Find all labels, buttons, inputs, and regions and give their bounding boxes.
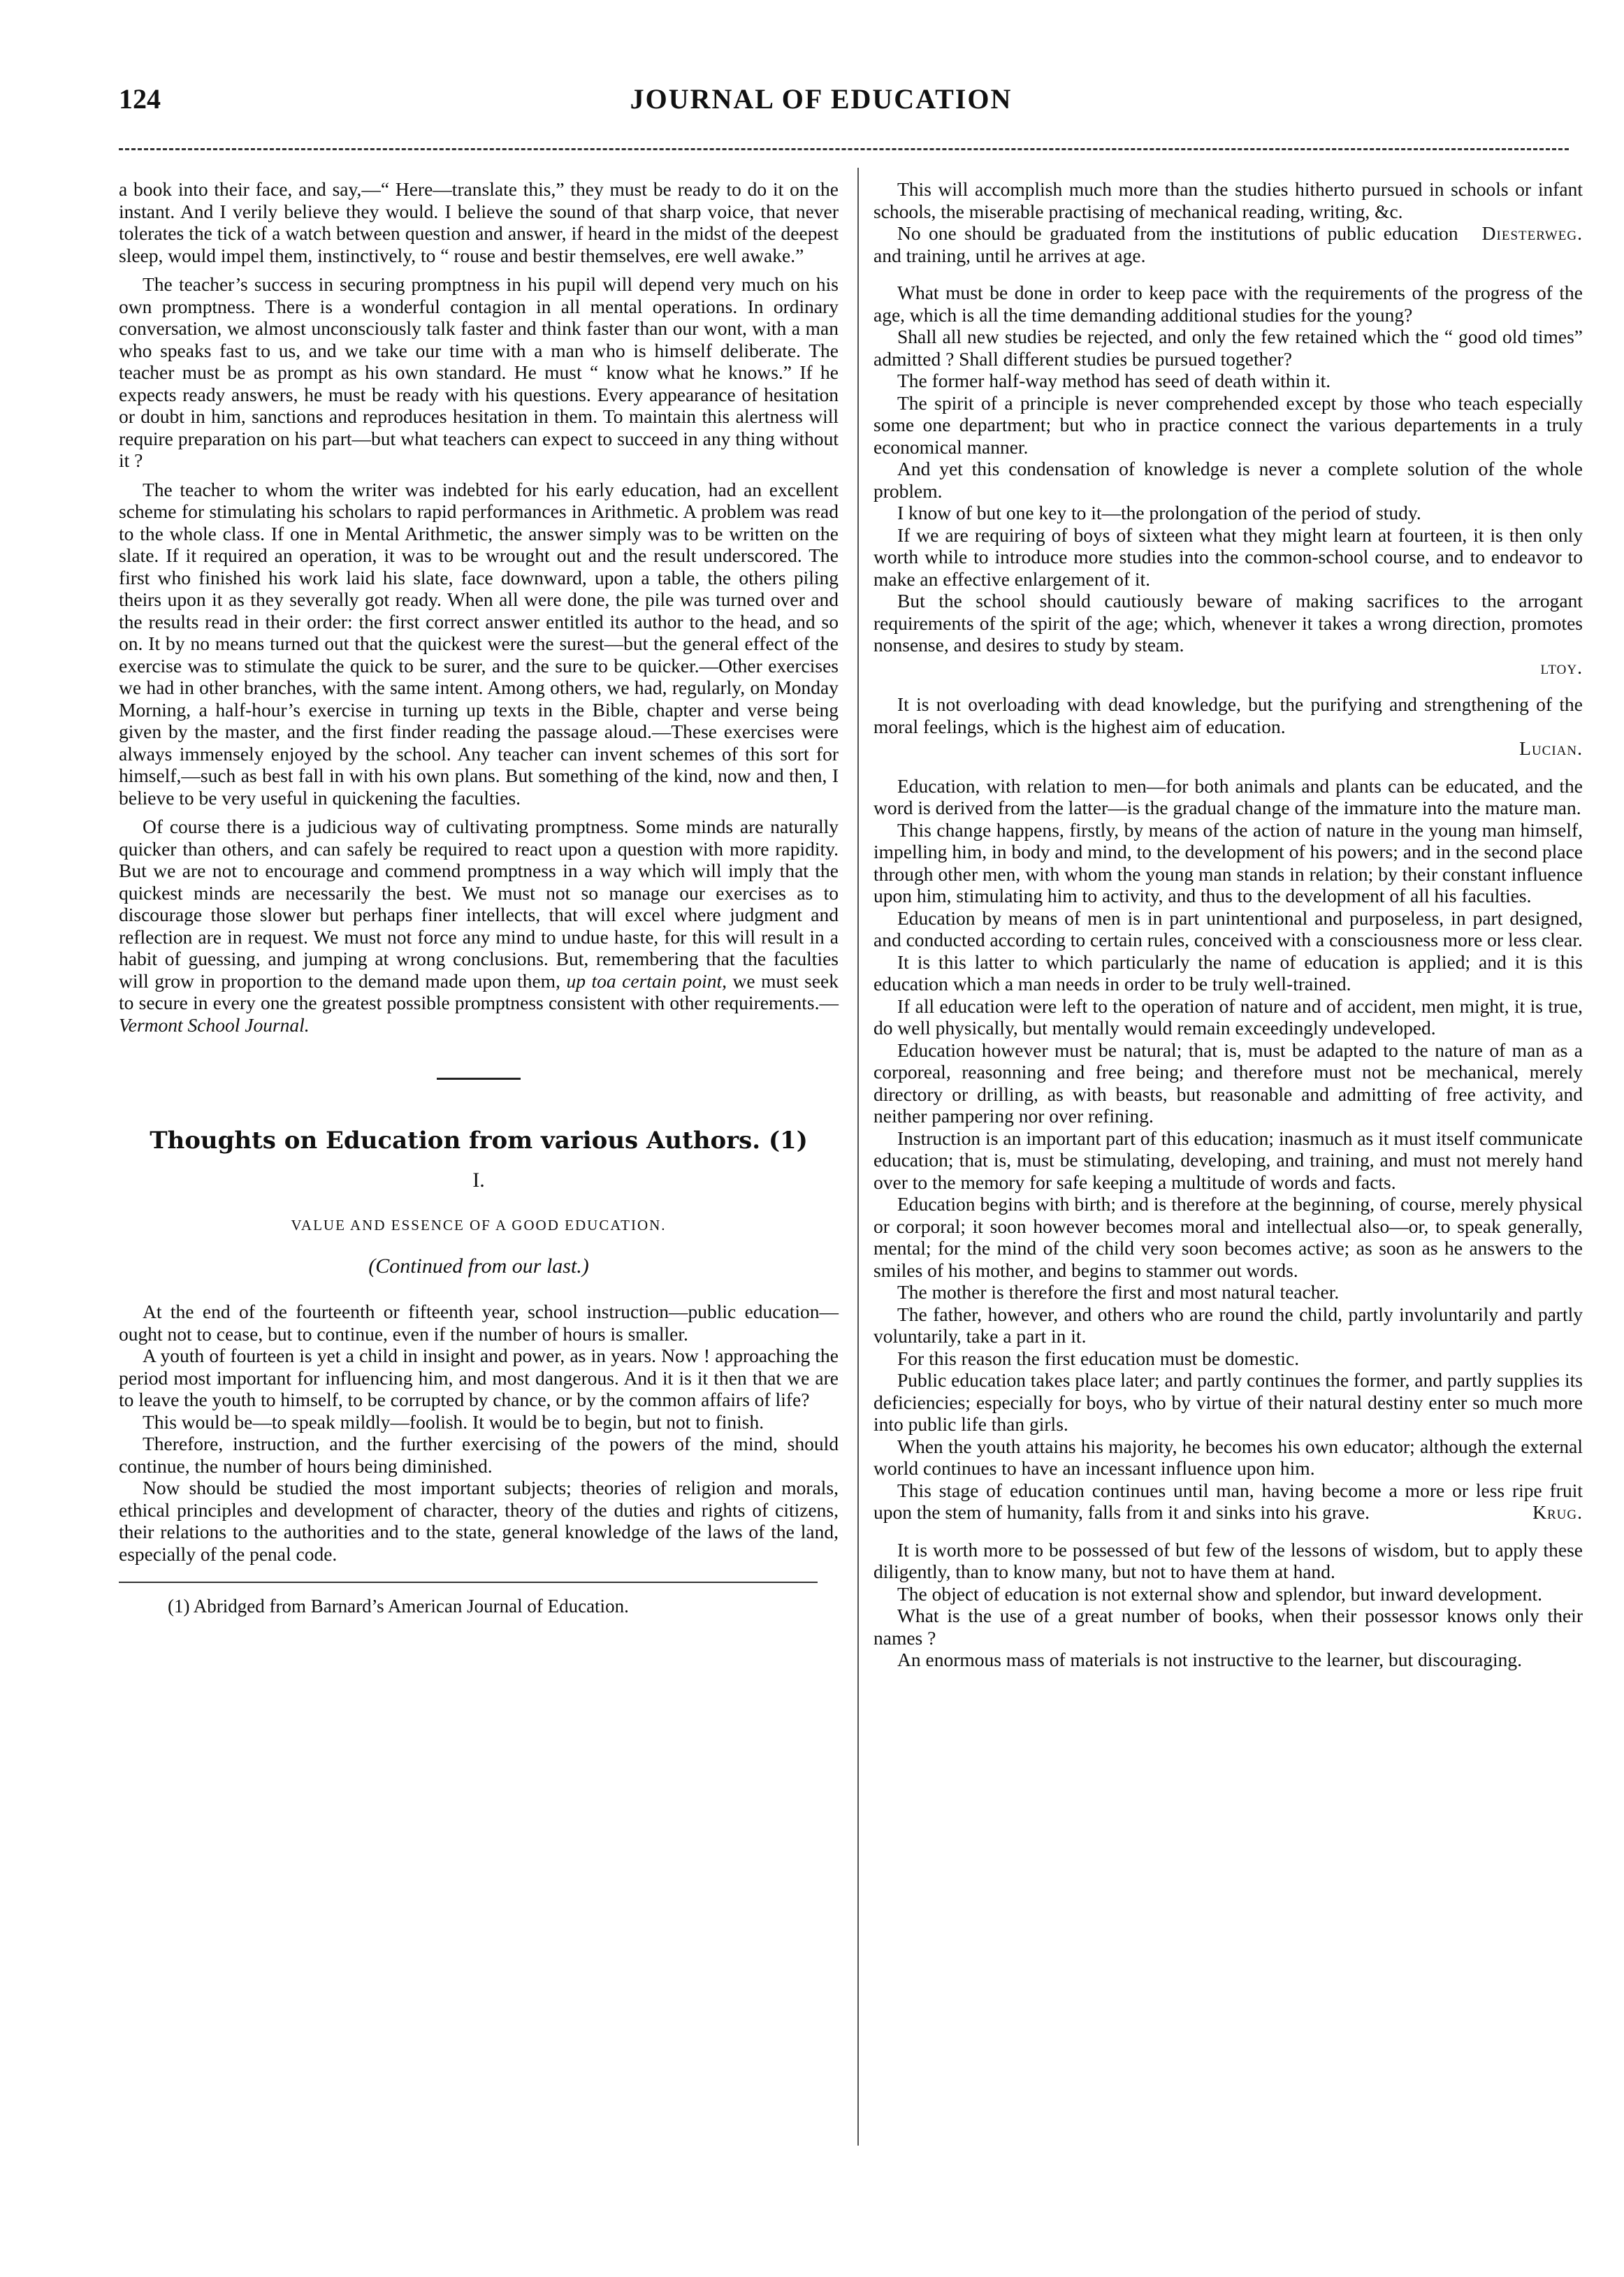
paragraph: An enormous mass of materials is not instructive to the learner, but discouraging. — [897, 1649, 1522, 1670]
paragraph: The teacher to whom the writer was indebted for his early education, had an excellent scheme for stimulating his scholars to rapid performances in Arithmetic. A problem was read to the whole class. If one in Mental Arithmetic, the answer simply was to be written on the slate. If it required an operation, it was to be wrought out and the result underscored. The first who finished his work laid his slate, face downward, upon a table, the others piling theirs upon it as they severally got ready. When all were done, the pile was turned over and the results read in their order: the first correct answer entitled its author to the head, and so on. It by no means turned out that the quickest were the surest—but the general effect of the exercise was to stimulate the quick to be surer, and the sure to be quicker.—Other exercises we had in other branches, with the same intent. Among others, we had, regularly, on Monday Morning, a half-hour’s exercise in turning up texts in the Bible, chapter and verse being given by the master, and the first finder reading the passage aloud.—These exercises were always immensely enjoyed by the school. Any teacher can invent schemes of this sort for himself,—such as best fall in with his own plans. But something of the kind, now and then, I believe to be very useful in quickening the faculties. — [119, 478, 839, 809]
right-column — [873, 178, 1583, 1671]
paragraph: This will accomplish much more than the studies hitherto pursued in schools or infant schools, the miserable practising of mechanical reading, writing, &c. — [873, 178, 1583, 222]
section-number: I. — [472, 1168, 485, 1192]
paragraph: It is this latter to which particularly the name of education is applied; and it is this education which a man needs in order to be truly well-trained. — [873, 950, 1583, 995]
paragraph: When the youth attains his majority, he becomes his own educator; although the external world continues to have an incessant influence upon him. — [873, 1435, 1583, 1479]
paragraph: The father, however, and others who are round the child, partly involuntarily and partly voluntarily, take a part in it. — [873, 1303, 1583, 1347]
paragraph: At the end of the fourteenth or fifteenth year, school instruction—public education—ought not to cease, but to continue, even if the number of hours is smaller. — [119, 1301, 839, 1345]
paragraph: Shall all new studies be rejected, and only the few retained which the “ good old times” admitted ? Shall different studies be pursued together? — [873, 326, 1583, 370]
paragraph: Instruction is an important part of this education; inasmuch as it must itself communicate education; that is, must be stimulating, developing, and training, and must not merely hand over to the memory for safe keeping a multitude of words and facts. — [873, 1127, 1583, 1193]
paragraph: It is worth more to be possessed of but few of the lessons of wisdom, but to apply these diligently, than to know many, but not to have them at hand. — [873, 1538, 1583, 1582]
paragraph: A youth of fourteen is yet a child in insight and power, as in years. Now ! approaching the period most important for influencing him, and most dangerous. And it is it then that we are to leave the youth to himself, to be corrupted by chance, or by the common affairs of life? — [119, 1345, 839, 1410]
paragraph: The object of education is not external show and splendor, but inward development. — [897, 1582, 1542, 1605]
page-number: 124 — [119, 83, 161, 115]
footnote: (1) Abridged from Barnard’s American Journal of Education. — [168, 1596, 629, 1617]
paragraph: This stage of education continues until man, having become a more or less ripe fruit upon the stem of humanity, falls from it and sinks into his grave. Krug. — [873, 1479, 1583, 1523]
paragraph: The former half-way method has seed of death within it. — [897, 370, 1331, 391]
paragraph: It is not overloading with dead knowledge, but the purifying and strengthening of the moral feelings, which is the highest aim of education. — [873, 693, 1583, 737]
paragraph: And yet this condensation of knowledge is never a complete solution of the whole problem. — [873, 458, 1583, 502]
source-citation: Vermont School Journal. — [119, 1013, 310, 1036]
section-title: Thoughts on Education from various Authors. (1) — [150, 1127, 808, 1155]
paragraph: Education however must be natural; that is, must be adapted to the nature of man as a corporeal, reasonning and free being; and therefore must not be mechanical, merely directory or drilling, as with beasts, but reasonable and admitting of free activity, and neither pampering nor over refining. — [873, 1039, 1583, 1127]
paragraph: If all education were left to the operation of nature and of accident, men might, it is true, do well physically, but mentally would remain exceedingly undeveloped. — [873, 995, 1583, 1039]
paragraph: I know of but one key to it—the prolongation of the period of study. — [897, 502, 1421, 523]
paragraph: What must be done in order to keep pace with the requirements of the progress of the age, which is all the time demanding additional studies for the young? — [873, 282, 1583, 326]
paragraph: For this reason the first education must be domestic. — [897, 1347, 1300, 1369]
paragraph: Education begins with birth; and is therefore at the beginning, of course, merely physical or corporal; it soon however becomes moral and intellectual also—or, to speak generally, mental; for the mind of the child very soon becomes active; as soon as he answers to the smiles of his mother, and begins to stammer out words. — [873, 1193, 1583, 1281]
paragraph: Therefore, instruction, and the further exercising of the powers of the mind, should continue, the number of hours being diminished. — [119, 1433, 839, 1477]
author-signature: Lucian. — [1519, 737, 1583, 759]
footnote-rule — [119, 1582, 818, 1583]
emphasis: up toa certain point, — [566, 969, 727, 992]
left-column — [119, 178, 839, 1618]
paragraph: a book into their face, and say,—“ Here—translate this,” they must be ready to do it on the instant. And I verily believe they would. I believe the sound of that sharp voice, that never tolerates the tick of a watch between question and answer, if heard in the midst of the deepest sleep, would impel them, instinctively, to “ rouse and bestir themselves, ere well awake.” — [119, 178, 839, 266]
paragraph: Now should be studied the most important subjects; theories of religion and morals, ethical principles and development of character, theory of the duties and rights of citizens, their relations to the authorities and to the state, general knowledge of the laws of the land, especially of the penal code. — [119, 1477, 839, 1565]
page-header — [119, 82, 1523, 124]
paragraph: Education, with relation to men—for both animals and plants can be educated, and the word is derived from the latter—is the gradual change of the immature into the mature man. — [873, 774, 1583, 818]
author-signature: ltoy. — [1540, 656, 1583, 678]
paragraph: But the school should cautiously beware of making sacrifices to the arrogant requirements of the spirit of the age; which, whenever it takes a wrong direction, promotes nonsense, and desires to study by steam. — [873, 590, 1583, 656]
paragraph: This change happens, firstly, by means of the action of nature in the young man himself, impelling him, in body and mind, to the development of his powers; and in the second place through other men, with whom the young man stands in relation; by their constant influence upon him, stimulating him to activity, and thus to the development of all his faculties. — [873, 818, 1583, 906]
paragraph: If we are requiring of boys of sixteen what they might learn at fourteen, it is then only worth while to introduce more studies into the common-school course, and to endeavor to make an effective enlargement of it. — [873, 523, 1583, 590]
author-signature: Diesterweg. — [1481, 222, 1583, 244]
author-signature: Krug. — [1532, 1501, 1583, 1523]
journal-title: JOURNAL OF EDUCATION — [630, 83, 1013, 115]
paragraph: The spirit of a principle is never comprehended except by those who teach especially some one department; but who in practice connect the various departements in a truly economical manner. — [873, 391, 1583, 458]
section-subheading: VALUE AND ESSENCE OF A GOOD EDUCATION. — [291, 1217, 667, 1234]
paragraph: The mother is therefore the first and most natural teacher. — [897, 1281, 1340, 1303]
paragraph: Diesterweg. No one should be graduated from the institutions of public education and training, until he arrives at age. — [873, 222, 1583, 266]
continued-note: (Continued from our last.) — [368, 1254, 589, 1278]
header-rule — [119, 148, 1569, 150]
paragraph: The teacher’s success in securing promptness in his pupil will depend very much on his own promptness. There is a wonderful contagion in all mental operations. In ordinary conversation, we almost unconsciously talk faster and think faster than our wont, with a man who speaks fast to us, and we take our time with a man who is himself deliberate. The teacher must be as prompt as his own standard. He must “ know what he knows.” If he expects ready answers, he must be ready with his questions. Every appearance of hesitation or doubt in him, sanctions and reproduces hesitation in them. To maintain this alertness will require preparation on his part—but what teachers can expect to succeed in any thing without it ? — [119, 273, 839, 471]
section-divider — [437, 1078, 521, 1080]
paragraph: This would be—to speak mildly—foolish. It would be to begin, but not to finish. — [143, 1410, 764, 1433]
paragraph: Public education takes place later; and partly continues the former, and partly supplies its deficiencies; especially for boys, who by virtue of their natural destiny enter so much more into public life than girls. — [873, 1369, 1583, 1435]
paragraph: What is the use of a great number of books, when their possessor knows only their names ? — [873, 1605, 1583, 1649]
paragraph: Of course there is a judicious way of cultivating promptness. Some minds are naturally quicker than others, and can safely be required to react upon a question with more rapidity. But we are not to encourage and commend promptness in a way which will imply that the quickest minds are necessarily the best. We must not so manage our exercises as to discourage those slower but perhaps finer intellects, that will excel where judgment and reflection are in request. We must not force any mind to undue haste, for this will result in a habit of guessing, and jumping at wrong conclusions. But, remembering that the faculties will grow in proportion to the demand made upon them, up toa certain point, we must seek to secure in every one the greatest possible promptness consistent with other requirements.—Vermont School Journal. — [119, 816, 839, 1036]
paragraph: Education by means of men is in part unintentional and purposeless, in part designed, and conducted according to certain rules, conceived with a consciousness more or less clear. — [873, 906, 1583, 950]
column-divider — [857, 168, 859, 2146]
